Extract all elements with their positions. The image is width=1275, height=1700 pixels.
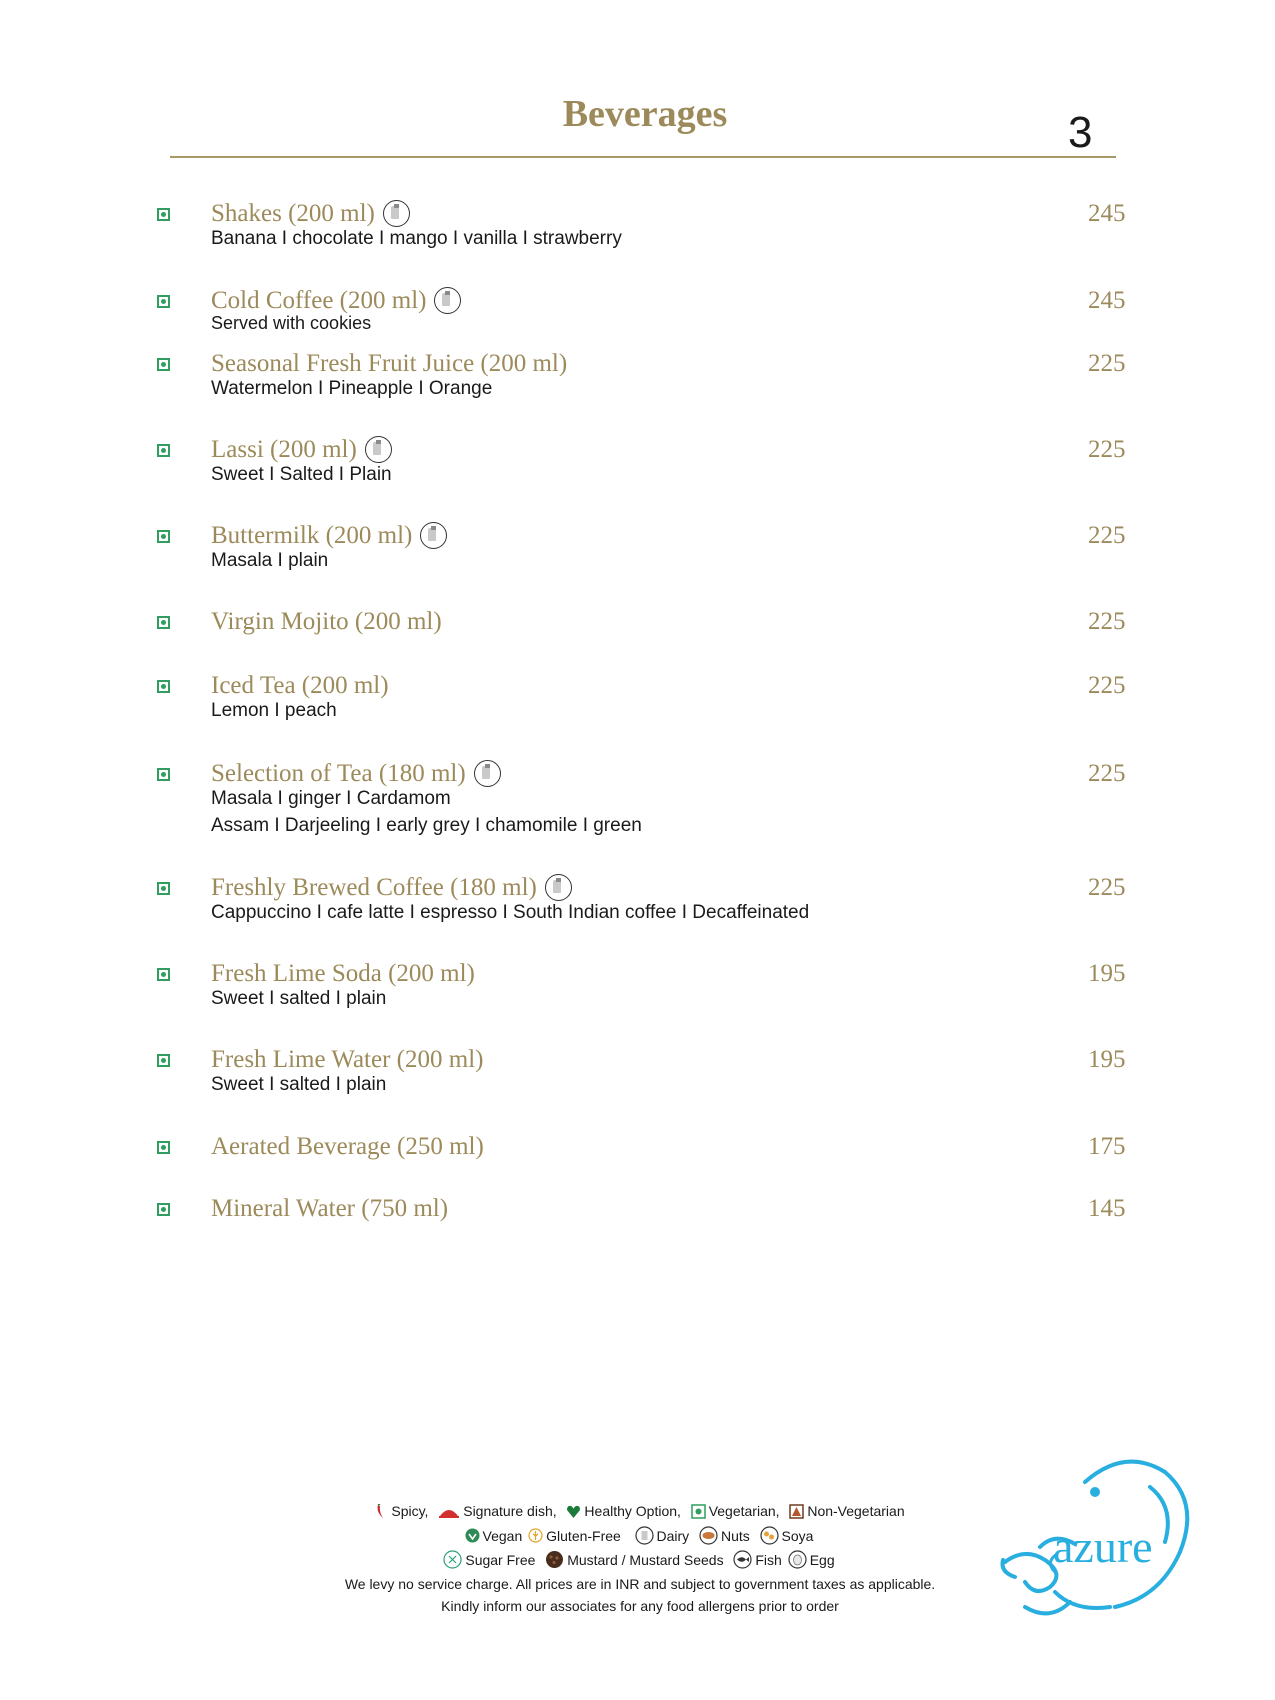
heart-leaf-icon <box>566 1504 581 1519</box>
item-description: Banana I chocolate I mango I vanilla I strawberry <box>211 228 622 249</box>
service-charge-note: We levy no service charge. All prices are in INR and subject to government taxes as applicable. <box>344 1576 936 1592</box>
item-name <box>211 520 447 552</box>
item-price: 245 <box>1088 287 1126 314</box>
dairy-icon <box>365 436 392 463</box>
dairy-icon <box>383 200 410 227</box>
item-name-text: Fresh Lime Water (200 ml) <box>211 1046 484 1073</box>
legend-non-vegetarian: Non-Vegetarian <box>807 1503 905 1520</box>
veg-mark-icon <box>157 1141 170 1154</box>
veg-mark-icon <box>691 1504 706 1519</box>
item-name-text: Aerated Beverage (250 ml) <box>211 1133 484 1160</box>
item-name-text: Shakes (200 ml) <box>211 200 375 227</box>
dairy-icon <box>474 760 501 787</box>
legend-fish: Fish <box>755 1551 782 1568</box>
item-name-text: Buttermilk (200 ml) <box>211 522 413 549</box>
veg-mark-icon <box>157 444 170 457</box>
item-price: 225 <box>1088 874 1126 901</box>
legend-gluten-free: Gluten-Free <box>546 1527 621 1544</box>
legend-mustard: Mustard / Mustard Seeds <box>567 1551 724 1568</box>
dairy-icon <box>420 522 447 549</box>
item-price: 245 <box>1088 200 1126 227</box>
legend-soya: Soya <box>781 1527 814 1544</box>
allergen-note: Kindly inform our associates for any food allergens prior to order <box>441 1598 839 1614</box>
item-name <box>211 1131 484 1163</box>
legend-sugar-free: Sugar Free <box>465 1551 536 1568</box>
egg-icon <box>788 1550 807 1569</box>
mustard-icon <box>545 1550 564 1569</box>
soya-icon <box>760 1526 779 1545</box>
item-price: 145 <box>1088 1195 1126 1222</box>
item-name-text: Iced Tea (200 ml) <box>211 672 389 699</box>
item-price: 225 <box>1088 608 1126 635</box>
item-price: 225 <box>1088 436 1126 463</box>
item-description: Sweet I salted I plain <box>211 988 387 1009</box>
veg-mark-icon <box>157 295 170 308</box>
item-name <box>211 872 572 904</box>
cloche-icon <box>438 1504 460 1519</box>
nuts-icon <box>699 1526 718 1545</box>
item-name-text: Freshly Brewed Coffee (180 ml) <box>211 874 537 901</box>
page-number: 3 <box>1068 108 1093 157</box>
item-description: Served with cookies <box>211 313 372 333</box>
item-price: 225 <box>1088 672 1126 699</box>
item-description: Cappuccino I cafe latte I espresso I South Indian coffee I Decaffeinated <box>211 902 810 923</box>
item-name <box>211 958 475 990</box>
item-name <box>211 1193 448 1225</box>
item-price: 195 <box>1088 960 1126 987</box>
item-name <box>211 1044 483 1076</box>
dairy-icon <box>434 287 461 314</box>
veg-mark-icon <box>157 530 170 543</box>
dairy-icon <box>635 1526 654 1545</box>
veg-mark-icon <box>157 1203 170 1216</box>
item-name <box>211 670 389 702</box>
item-name-text: Seasonal Fresh Fruit Juice (200 ml) <box>211 350 568 377</box>
legend-vegetarian: Vegetarian, <box>708 1503 780 1520</box>
veg-mark-icon <box>157 680 170 693</box>
legend-dairy: Dairy <box>656 1527 690 1544</box>
legend-signature: Signature dish, <box>463 1503 557 1520</box>
logo-text: azure <box>1053 1521 1153 1572</box>
page-title: Beverages <box>562 93 728 135</box>
gluten-free-icon <box>528 1528 543 1543</box>
item-price: 225 <box>1088 760 1126 787</box>
item-name-text: Mineral Water (750 ml) <box>211 1195 449 1222</box>
legend-spicy: Spicy, <box>391 1503 429 1520</box>
title-divider <box>170 156 1116 158</box>
item-price: 175 <box>1088 1133 1126 1160</box>
veg-mark-icon <box>157 968 170 981</box>
item-name-text: Lassi (200 ml) <box>211 436 357 463</box>
sugar-free-icon <box>443 1550 462 1569</box>
item-price: 195 <box>1088 1046 1126 1073</box>
item-description: Watermelon I Pineapple I Orange <box>211 378 493 399</box>
veg-mark-icon <box>157 358 170 371</box>
veg-mark-icon <box>157 616 170 629</box>
azure-logo <box>995 1452 1205 1622</box>
item-name-text: Cold Coffee (200 ml) <box>211 287 427 314</box>
veg-mark-icon <box>157 208 170 221</box>
item-description: Masala I ginger I Cardamom <box>211 788 451 809</box>
item-name <box>211 758 501 790</box>
item-description: Masala I plain <box>211 550 329 571</box>
chili-icon <box>373 1504 388 1519</box>
veg-mark-icon <box>157 768 170 781</box>
non-veg-mark-icon <box>789 1504 804 1519</box>
item-name <box>211 348 567 380</box>
item-description: Sweet I Salted I Plain <box>211 464 392 485</box>
legend-nuts: Nuts <box>720 1527 750 1544</box>
legend-vegan: Vegan <box>482 1527 523 1544</box>
item-name <box>211 434 392 466</box>
item-name <box>211 198 410 230</box>
item-name-text: Virgin Mojito (200 ml) <box>211 608 442 635</box>
legend-egg: Egg <box>809 1551 835 1568</box>
item-name-text: Selection of Tea (180 ml) <box>211 760 466 787</box>
item-name <box>211 606 442 638</box>
item-description: Assam I Darjeeling I early grey I chamomile I green <box>211 815 642 836</box>
item-description: Lemon I peach <box>211 700 337 721</box>
item-price: 225 <box>1088 350 1126 377</box>
legend-healthy: Healthy Option, <box>584 1503 681 1520</box>
veg-mark-icon <box>157 1054 170 1067</box>
dairy-icon <box>545 874 572 901</box>
fish-icon <box>733 1550 752 1569</box>
item-price: 225 <box>1088 522 1126 549</box>
veg-mark-icon <box>157 882 170 895</box>
item-name-text: Fresh Lime Soda (200 ml) <box>211 960 475 987</box>
item-description: Sweet I salted I plain <box>211 1074 387 1095</box>
vegan-icon <box>465 1528 480 1543</box>
